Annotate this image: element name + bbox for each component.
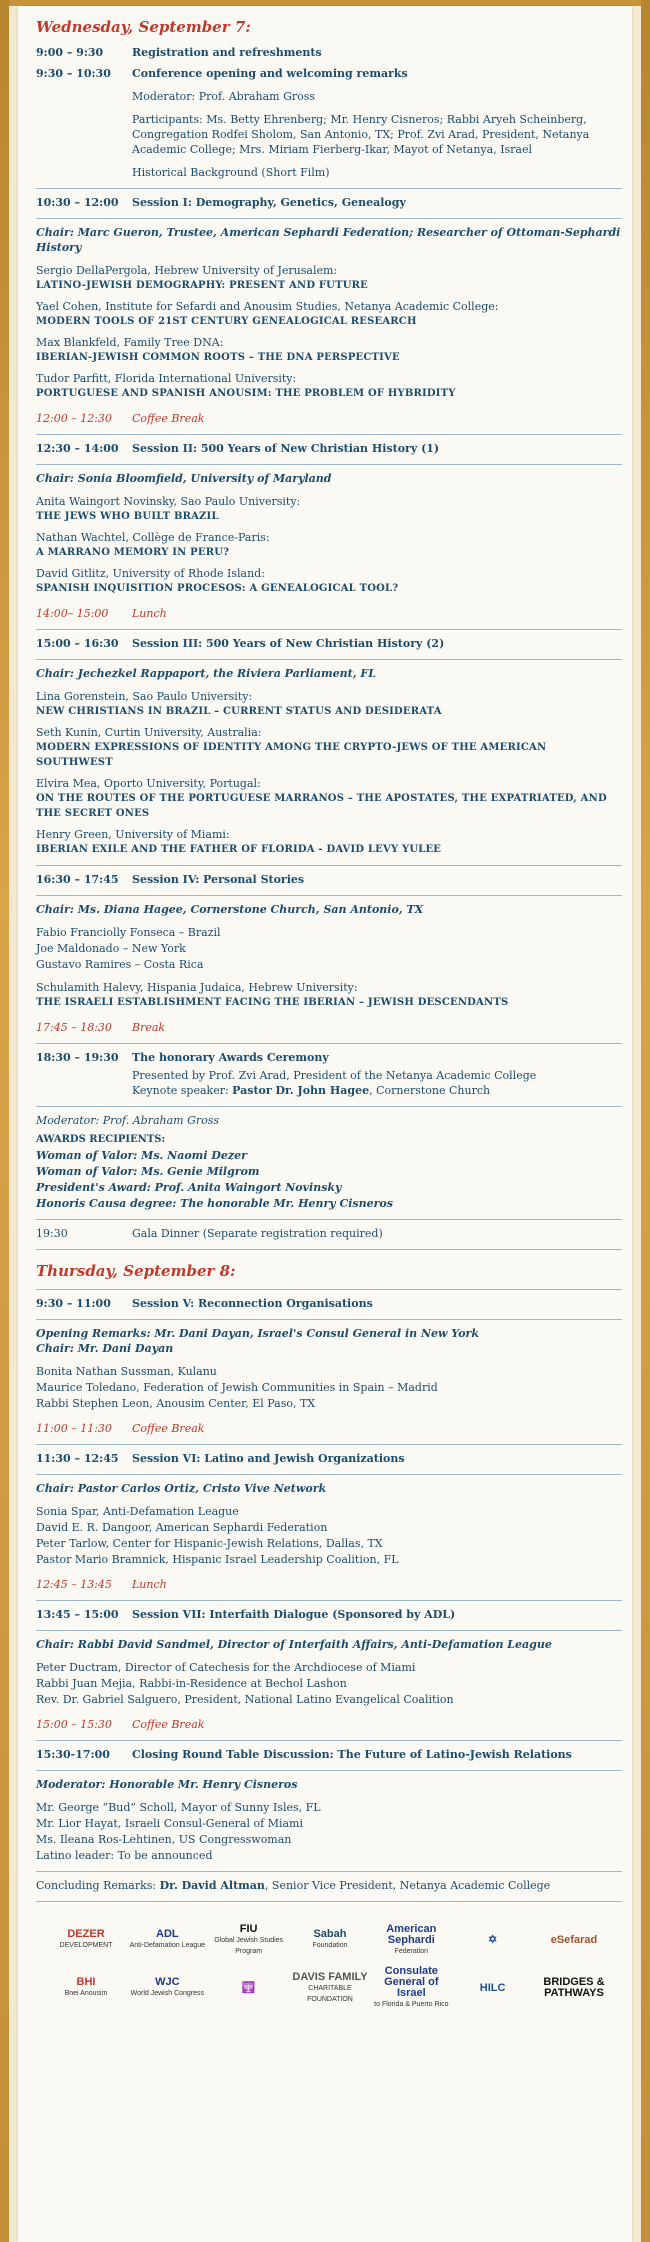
sponsor-logo <box>292 1920 368 1960</box>
session-chair: Chair: Mr. Dani Dayan <box>36 1342 174 1355</box>
divider <box>36 1871 622 1872</box>
program-content <box>18 6 632 2012</box>
divider <box>36 1901 622 1902</box>
sponsor-logo <box>129 1968 205 2008</box>
sponsor-logo <box>211 1968 287 2008</box>
concluding-name: Dr. David Altman <box>159 1879 265 1892</box>
session-header <box>36 1050 622 1065</box>
break-row <box>36 606 622 621</box>
divider <box>36 629 622 630</box>
break-label: Coffee Break <box>132 1718 205 1731</box>
sponsor-logo-name: HILC <box>479 1981 506 1994</box>
sponsor-logo-name: ✡ <box>488 1933 498 1946</box>
session-chair: Chair: Marc Gueron, Trustee, American Sephardi Federation; Researcher of Ottoman-Sephardi History <box>36 226 621 254</box>
session-title: Session II: 500 Years of New Christian History (1) <box>132 442 440 455</box>
break-label: Coffee Break <box>132 412 205 425</box>
break-label: Break <box>132 1021 166 1034</box>
day-title-wednesday: Wednesday, September 7: <box>36 18 251 36</box>
session-header <box>36 1607 622 1622</box>
break-row <box>36 411 622 426</box>
sponsor-logo-subtitle: Foundation <box>312 1942 348 1949</box>
break-time: 15:00 – 15:30 <box>36 1718 112 1731</box>
sponsor-logo <box>48 1920 124 1960</box>
speaker-name: Schulamith Halevy, Hispania Judaica, Hebrew University: <box>36 981 358 994</box>
row-label: Registration and refreshments <box>132 46 322 59</box>
sponsor-logo-subtitle: Global Jewish Studies Program <box>214 1936 284 1955</box>
award-recipient: Woman of Valor: Ms. Genie Milgrom <box>36 1165 260 1178</box>
session-title: Session I: Demography, Genetics, Genealogy <box>132 196 406 209</box>
speaker <box>36 335 622 365</box>
participant-line: Fabio Franciolly Fonseca – Brazil <box>36 926 221 939</box>
sponsor-logo <box>211 1920 287 1960</box>
frame-left-border <box>0 0 9 2242</box>
talk-title: PORTUGUESE AND SPANISH ANOUSIM: THE PROBLEM OF HYBRIDITY <box>36 388 456 399</box>
awards-moderator: Moderator: Prof. Abraham Gross <box>36 1114 220 1127</box>
participant-line: Peter Tarlow, Center for Hispanic-Jewish Relations, Dallas, TX <box>36 1537 383 1550</box>
speaker <box>36 299 622 329</box>
talk-title: MODERN TOOLS OF 21ST CENTURY GENEALOGICAL RESEARCH <box>36 316 417 327</box>
speaker <box>36 263 622 293</box>
speaker-name: Henry Green, University of Miami: <box>36 828 230 841</box>
participant-line: Peter Ductram, Director of Catechesis for the Archdiocese of Miami <box>36 1661 416 1674</box>
sponsor-logo-name: BHI <box>76 1976 96 1988</box>
talk-title: IBERIAN EXILE AND THE FATHER OF FLORIDA - DAVID LEVY YULEE <box>36 844 442 855</box>
session-header <box>36 1747 622 1762</box>
divider <box>36 659 622 660</box>
participant-line: Rev. Dr. Gabriel Salguero, President, National Latino Evangelical Coalition <box>36 1693 454 1706</box>
divider <box>36 1630 622 1631</box>
divider <box>36 1219 622 1220</box>
opening-participants: Participants: Ms. Betty Ehrenberg; Mr. Henry Cisneros; Rabbi Aryeh Scheinberg, Congregation Rodfei Sholom, San Antonio, TX; Prof. Zvi Arad, President, Netanya Academic College; Mrs. Miriam Fierberg-Ikar, Mayot of Netanya, Israel <box>132 113 590 156</box>
break-row <box>36 1577 622 1592</box>
sponsor-logo <box>129 1920 205 1960</box>
session-time: 13:45 – 15:00 <box>36 1608 119 1621</box>
sponsor-logo <box>48 1968 124 2008</box>
talk-title: ON THE ROUTES OF THE PORTUGUESE MARRANOS – THE APOSTATES, THE EXPATRIATED, AND THE SECRET ONES <box>36 793 607 819</box>
divider <box>36 1600 622 1601</box>
session-header <box>36 872 622 887</box>
speaker <box>36 827 622 857</box>
sponsor-logo-name: Consulate General of Israel <box>384 1965 439 1999</box>
day-title-thursday: Thursday, September 8: <box>36 1262 236 1280</box>
break-row <box>36 1421 622 1436</box>
participant-line: Joe Maldonado – New York <box>36 942 186 955</box>
participant-line: Gustavo Ramires – Costa Rica <box>36 958 204 971</box>
break-row <box>36 1717 622 1732</box>
divider <box>36 434 622 435</box>
session-time: 18:30 – 19:30 <box>36 1051 119 1064</box>
speaker <box>36 566 622 596</box>
break-label: Lunch <box>132 1578 167 1591</box>
divider <box>36 1740 622 1741</box>
participant-line: Bonita Nathan Sussman, Kulanu <box>36 1365 217 1378</box>
row-label: Conference opening and welcoming remarks <box>132 67 408 80</box>
divider <box>36 895 622 896</box>
talk-title: SPANISH INQUISITION PROCESOS: A GENEALOGICAL TOOL? <box>36 583 399 594</box>
divider <box>36 188 622 189</box>
speaker-name: David Gitlitz, University of Rhode Island: <box>36 567 265 580</box>
speaker <box>36 494 622 524</box>
sponsor-logo-subtitle: DEVELOPMENT <box>59 1942 113 1949</box>
break-time: 11:00 – 11:30 <box>36 1422 112 1435</box>
sponsor-logo-subtitle: CHARITABLE FOUNDATION <box>307 1984 353 2003</box>
frame-right-border <box>641 0 650 2242</box>
speaker-name: Elvira Mea, Oporto University, Portugal: <box>36 777 261 790</box>
keynote-suffix: , Cornerstone Church <box>369 1084 491 1097</box>
participant-line: Latino leader: To be announced <box>36 1849 213 1862</box>
session-chair: Chair: Sonia Bloomfield, University of Maryland <box>36 472 332 485</box>
concluding-suffix: , Senior Vice President, Netanya Academic College <box>264 1879 551 1892</box>
participant-line: Pastor Mario Bramnick, Hispanic Israel Leadership Coalition, FL <box>36 1553 399 1566</box>
speaker-name: Tudor Parfitt, Florida International University: <box>36 372 297 385</box>
participant-line: David E. R. Dangoor, American Sephardi Federation <box>36 1521 328 1534</box>
break-label: Coffee Break <box>132 1422 205 1435</box>
divider <box>36 1043 622 1044</box>
session-title: Closing Round Table Discussion: The Future of Latino-Jewish Relations <box>132 1748 572 1761</box>
speaker <box>36 776 622 821</box>
break-time: 12:00 – 12:30 <box>36 412 112 425</box>
talk-title: MODERN EXPRESSIONS OF IDENTITY AMONG THE CRYPTO-JEWS OF THE AMERICAN SOUTHWEST <box>36 742 547 768</box>
sponsor-logo <box>373 1965 449 2008</box>
participant-line: Maurice Toledano, Federation of Jewish Communities in Spain – Madrid <box>36 1381 438 1394</box>
session-chair: Chair: Pastor Carlos Ortiz, Cristo Vive Network <box>36 1482 327 1495</box>
program-page <box>18 6 632 2242</box>
row-time: 9:30 – 10:30 <box>36 67 111 80</box>
session-title: Session V: Reconnection Organisations <box>132 1297 373 1310</box>
participant-line: Mr. Lior Hayat, Israeli Consul-General of Miami <box>36 1817 303 1830</box>
gala-row <box>36 1226 622 1241</box>
speaker-name: Max Blankfeld, Family Tree DNA: <box>36 336 224 349</box>
talk-title: LATINO-JEWISH DEMOGRAPHY: PRESENT AND FUTURE <box>36 280 368 291</box>
break-label: Lunch <box>132 607 167 620</box>
talk-title: NEW CHRISTIANS IN BRAZIL – CURRENT STATUS AND DESIDERATA <box>36 706 442 717</box>
sponsor-logo-subtitle: to Florida & Puerto Rico <box>374 2001 449 2008</box>
participant-line: Sonia Spar, Anti-Defamation League <box>36 1505 239 1518</box>
sponsor-logo-subtitle: World Jewish Congress <box>130 1990 205 1997</box>
concluding-remarks <box>36 1878 622 1893</box>
session-time: 10:30 – 12:00 <box>36 196 119 209</box>
speaker-name: Lina Gorenstein, Sao Paulo University: <box>36 690 253 703</box>
session-title: Session III: 500 Years of New Christian History (2) <box>132 637 445 650</box>
sponsor-logos <box>36 1908 622 2012</box>
session-title: Session VI: Latino and Jewish Organizations <box>132 1452 405 1465</box>
session-header <box>36 195 622 210</box>
divider <box>36 1319 622 1320</box>
sponsor-logo-name: American Sephardi <box>386 1922 437 1946</box>
divider <box>36 1249 622 1250</box>
sponsor-logo-name: 🕎 <box>241 1981 256 1994</box>
break-row <box>36 1020 622 1035</box>
session-opening-remarks: Opening Remarks: Mr. Dani Dayan, Israel's Consul General in New York <box>36 1327 479 1340</box>
session-time: 12:30 – 14:00 <box>36 442 119 455</box>
session-chair: Chair: Jechezkel Rappaport, the Riviera Parliament, FL <box>36 667 376 680</box>
divider <box>36 1444 622 1445</box>
keynote-prefix: Keynote speaker: <box>132 1084 233 1097</box>
session-chair: Chair: Rabbi David Sandmel, Director of Interfaith Affairs, Anti-Defamation League <box>36 1638 552 1651</box>
sponsor-logo <box>455 1968 531 2008</box>
break-time: 12:45 – 13:45 <box>36 1578 112 1591</box>
divider <box>36 218 622 219</box>
sponsor-logo-name: FIU <box>239 1922 258 1935</box>
talk-title: THE JEWS WHO BUILT BRAZIL <box>36 511 219 522</box>
row-time: 9:00 – 9:30 <box>36 46 104 59</box>
break-time: 17:45 – 18:30 <box>36 1021 112 1034</box>
sponsor-logo-name: Sabah <box>313 1928 347 1940</box>
speaker <box>36 371 622 401</box>
session-time: 11:30 – 12:45 <box>36 1452 119 1465</box>
speaker <box>36 530 622 560</box>
talk-title: A MARRANO MEMORY IN PERU? <box>36 547 230 558</box>
sponsor-logo-name: BRIDGES & PATHWAYS <box>543 1976 605 1999</box>
session-header <box>36 636 622 651</box>
speaker-name: Seth Kunin, Curtin University, Australia: <box>36 726 262 739</box>
speaker-name: Yael Cohen, Institute for Sefardi and Anousim Studies, Netanya Academic College: <box>36 300 499 313</box>
opening-moderator: Moderator: Prof. Abraham Gross <box>132 90 316 103</box>
concluding-prefix: Concluding Remarks: <box>36 1879 160 1892</box>
speaker <box>36 980 622 1010</box>
sponsor-logo-subtitle: Bnei Anousim <box>64 1990 108 1997</box>
session-title: Session IV: Personal Stories <box>132 873 305 886</box>
break-time: 14:00– 15:00 <box>36 607 109 620</box>
session-chair: Chair: Ms. Diana Hagee, Cornerstone Church, San Antonio, TX <box>36 903 424 916</box>
sponsor-logo <box>455 1920 531 1960</box>
talk-title: THE ISRAELI ESTABLISHMENT FACING THE IBERIAN – JEWISH DESCENDANTS <box>36 997 509 1008</box>
sponsor-logo-name: ADL <box>156 1928 179 1940</box>
divider <box>36 865 622 866</box>
speaker-name: Nathan Wachtel, Collège de France-Paris: <box>36 531 270 544</box>
session-title: Session VII: Interfaith Dialogue (Sponsored by ADL) <box>132 1608 456 1621</box>
award-recipient: Honoris Causa degree: The honorable Mr. Henry Cisneros <box>36 1197 393 1210</box>
participant-line: Rabbi Stephen Leon, Anousim Center, El Paso, TX <box>36 1397 316 1410</box>
sponsor-logo <box>536 1968 612 2008</box>
divider <box>36 464 622 465</box>
participant-line: Ms. Ileana Ros-Lehtinen, US Congresswoman <box>36 1833 292 1846</box>
session-time: 15:00 – 16:30 <box>36 637 119 650</box>
closing-moderator: Moderator: Honorable Mr. Henry Cisneros <box>36 1778 298 1791</box>
session-time: 16:30 – 17:45 <box>36 873 119 886</box>
session-time: 9:30 – 11:00 <box>36 1297 111 1310</box>
schedule-row <box>36 66 622 81</box>
gala-time: 19:30 <box>36 1227 68 1240</box>
speaker-name: Anita Waingort Novinsky, Sao Paulo University: <box>36 495 301 508</box>
awards-presented: Presented by Prof. Zvi Arad, President of the Netanya Academic College <box>132 1069 537 1082</box>
talk-title: IBERIAN-JEWISH COMMON ROOTS – THE DNA PERSPECTIVE <box>36 352 400 363</box>
sponsor-logo <box>292 1968 368 2008</box>
speaker <box>36 689 622 719</box>
sponsor-logo <box>373 1920 449 1960</box>
participant-line: Mr. George “Bud” Scholl, Mayor of Sunny Isles, FL <box>36 1801 321 1814</box>
sponsor-logo-subtitle: Anti-Defamation League <box>129 1942 206 1949</box>
divider <box>36 1474 622 1475</box>
awards-recipients-heading: AWARDS RECIPIENTS: <box>36 1134 166 1145</box>
participant-line: Rabbi Juan Mejia, Rabbi-in-Residence at Bechol Lashon <box>36 1677 347 1690</box>
opening-film: Historical Background (Short Film) <box>132 166 330 179</box>
speaker <box>36 725 622 770</box>
sponsor-logo-name: eSefarad <box>550 1933 598 1946</box>
session-header <box>36 1296 622 1311</box>
sponsor-logo-name: DEZER <box>67 1928 105 1940</box>
session-header <box>36 441 622 456</box>
session-header <box>36 1451 622 1466</box>
session-title: The honorary Awards Ceremony <box>132 1051 329 1064</box>
sponsor-logo-name: DAVIS FAMILY <box>292 1970 368 1983</box>
divider <box>36 1106 622 1107</box>
speaker-name: Sergio DellaPergola, Hebrew University of Jerusalem: <box>36 264 338 277</box>
sponsor-logo <box>536 1920 612 1960</box>
sponsor-logo-subtitle: Federation <box>394 1947 429 1955</box>
gala-label: Gala Dinner (Separate registration required) <box>132 1227 383 1240</box>
schedule-row <box>36 45 622 60</box>
divider <box>36 1289 622 1290</box>
sponsor-logo-name: WJC <box>155 1976 180 1988</box>
award-recipient: President's Award: Prof. Anita Waingort Novinsky <box>36 1181 342 1194</box>
awards-keynote <box>132 1083 622 1098</box>
divider <box>36 1770 622 1771</box>
award-recipient: Woman of Valor: Ms. Naomi Dezer <box>36 1149 247 1162</box>
session-time: 15:30-17:00 <box>36 1748 110 1761</box>
keynote-name: Pastor Dr. John Hagee <box>232 1084 370 1097</box>
